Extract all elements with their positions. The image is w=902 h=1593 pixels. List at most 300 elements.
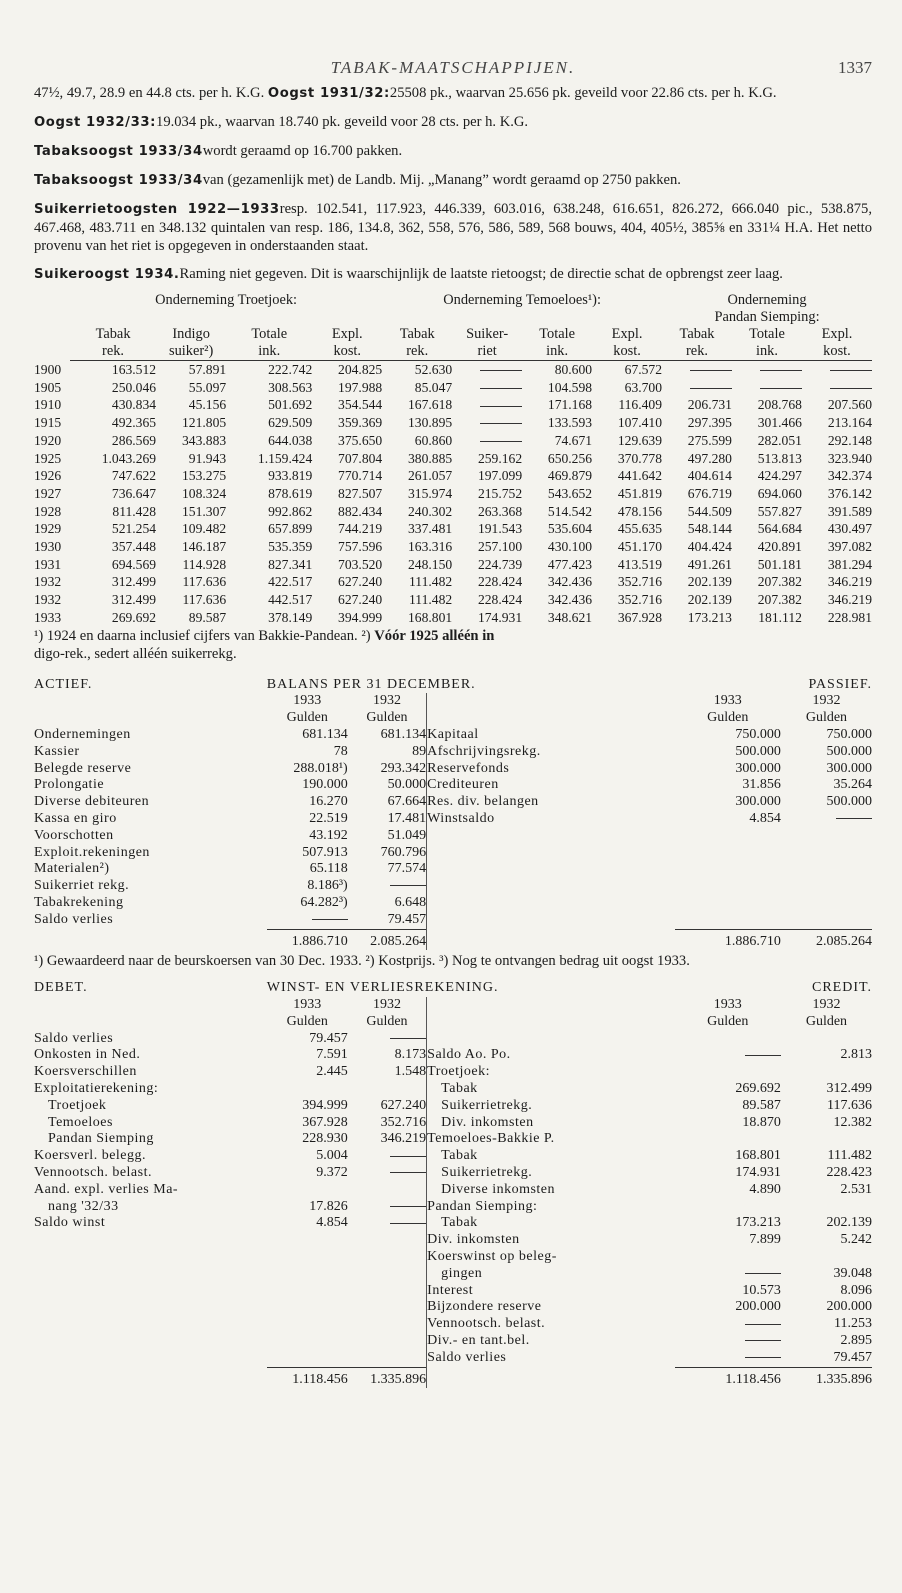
year-1933: 1933 bbox=[713, 693, 742, 709]
empty-cell bbox=[452, 361, 522, 379]
value-cell: 491.261 bbox=[687, 556, 732, 572]
year-cell: 1926 bbox=[34, 468, 62, 484]
value-cell: 404.614 bbox=[687, 468, 732, 484]
left-value: 64.282³) bbox=[300, 894, 348, 910]
right-value: 79.457 bbox=[833, 1349, 872, 1365]
right-value bbox=[781, 1249, 872, 1266]
value-cell: 259.162 bbox=[477, 450, 523, 466]
left-label: Temoeloes bbox=[48, 1114, 113, 1130]
value-cell: 129.639 bbox=[617, 432, 663, 448]
right-value: 200.000 bbox=[826, 1299, 872, 1315]
heading-run: Suikeroogst 1934. bbox=[34, 267, 180, 282]
total-1933: 1.118.456 bbox=[267, 1367, 348, 1388]
center-heading: BALANS PER 31 DECEMBER. bbox=[266, 676, 476, 692]
total-1933: 1.886.710 bbox=[267, 929, 348, 950]
table-row bbox=[34, 503, 872, 521]
year-cell: 1925 bbox=[34, 450, 62, 466]
column-header: Expl. bbox=[821, 326, 853, 342]
value-cell: 130.895 bbox=[407, 415, 453, 431]
empty-cell bbox=[802, 361, 872, 379]
right-label: Koerswinst op beleg- bbox=[427, 1249, 557, 1265]
right-value bbox=[781, 1031, 872, 1048]
value-cell: 204.825 bbox=[338, 362, 383, 377]
right-label: Winstsaldo bbox=[427, 810, 495, 826]
group-troetjoek: Onderneming Troetjoek: bbox=[155, 292, 298, 308]
right-value: 4.854 bbox=[749, 810, 781, 826]
value-cell: 261.057 bbox=[407, 468, 453, 484]
left-label: Pandan Siemping bbox=[48, 1131, 154, 1147]
column-header: Tabak bbox=[399, 326, 435, 342]
value-cell: 91.943 bbox=[188, 450, 227, 466]
value-cell: 827.507 bbox=[338, 485, 383, 501]
table-row bbox=[34, 794, 872, 811]
left-value: 67.664 bbox=[348, 794, 427, 811]
value-cell: 117.636 bbox=[182, 592, 227, 608]
balance-footnote: ¹) Gewaardeerd naar de beurskoersen van 30 Dec. 1933. ²) Kostprijs. ³) Nog te ontvangen bedrag uit oogst 1933. bbox=[34, 953, 690, 970]
right-value bbox=[675, 1249, 781, 1266]
column-header: Totale bbox=[749, 326, 785, 342]
value-cell: 548.144 bbox=[687, 521, 732, 537]
left-value: 8.173 bbox=[348, 1047, 427, 1064]
value-cell: 627.240 bbox=[338, 574, 383, 590]
value-cell: 60.860 bbox=[414, 432, 453, 448]
right-label: Div. inkomsten bbox=[427, 1232, 520, 1248]
value-cell: 442.517 bbox=[268, 592, 313, 608]
value-cell: 207.382 bbox=[757, 574, 802, 590]
left-value: 228.930 bbox=[302, 1131, 348, 1147]
value-cell: 301.466 bbox=[757, 415, 802, 431]
value-cell: 469.879 bbox=[547, 468, 593, 484]
value-cell: 286.569 bbox=[111, 432, 157, 448]
value-cell: 206.731 bbox=[687, 397, 732, 413]
value-cell: 151.307 bbox=[182, 503, 227, 519]
left-value: 16.270 bbox=[309, 794, 348, 810]
value-cell: 430.834 bbox=[111, 397, 157, 413]
value-cell: 348.621 bbox=[547, 609, 593, 625]
value-cell: 197.988 bbox=[338, 379, 383, 395]
value-cell: 736.647 bbox=[111, 485, 157, 501]
table-row bbox=[34, 1215, 872, 1232]
value-cell: 89.587 bbox=[188, 609, 227, 625]
table-row bbox=[34, 878, 872, 895]
table-row bbox=[34, 912, 872, 929]
right-label: Afschrijvingsrekg. bbox=[427, 743, 541, 759]
value-cell: 168.801 bbox=[407, 609, 453, 625]
left-value: 7.591 bbox=[316, 1047, 348, 1063]
column-subheader: kost. bbox=[312, 343, 382, 361]
table-row bbox=[34, 828, 872, 845]
right-value: 2.895 bbox=[840, 1333, 872, 1349]
table-row bbox=[34, 1232, 872, 1249]
value-cell: 312.499 bbox=[111, 574, 157, 590]
right-value: 200.000 bbox=[735, 1299, 781, 1315]
value-cell: 248.150 bbox=[407, 556, 453, 572]
left-value: 79.457 bbox=[309, 1030, 348, 1046]
value-cell: 370.778 bbox=[617, 450, 663, 466]
right-value: 5.242 bbox=[840, 1232, 872, 1248]
value-cell: 215.752 bbox=[477, 485, 523, 501]
value-cell: 357.448 bbox=[111, 539, 157, 555]
table-row bbox=[34, 1115, 872, 1132]
value-cell: 269.692 bbox=[111, 609, 157, 625]
right-value bbox=[781, 1131, 872, 1148]
value-cell: 346.219 bbox=[827, 592, 872, 608]
profit-loss-account bbox=[34, 980, 872, 1388]
value-cell: 167.618 bbox=[407, 397, 453, 413]
right-value: 31.856 bbox=[742, 777, 781, 793]
year-cell: 1930 bbox=[34, 539, 62, 555]
value-cell: 45.156 bbox=[188, 397, 227, 413]
value-cell: 213.164 bbox=[827, 415, 872, 431]
value-cell: 108.324 bbox=[182, 485, 227, 501]
left-value: 394.999 bbox=[302, 1097, 348, 1113]
value-cell: 181.112 bbox=[758, 609, 802, 625]
left-value: 5.004 bbox=[316, 1148, 348, 1164]
value-cell: 381.294 bbox=[827, 556, 872, 572]
right-label: gingen bbox=[441, 1265, 483, 1281]
column-header: Indigo bbox=[172, 326, 210, 342]
empty-cell bbox=[452, 414, 522, 432]
value-cell: 420.891 bbox=[757, 539, 802, 555]
page-number: 1337 bbox=[838, 58, 872, 77]
table-row bbox=[34, 520, 872, 538]
empty-cell bbox=[452, 432, 522, 450]
table-row bbox=[34, 556, 872, 574]
value-cell: 827.341 bbox=[268, 556, 313, 572]
year-cell: 1920 bbox=[34, 432, 62, 448]
unit: Gulden bbox=[805, 1013, 848, 1029]
left-label: Exploit.rekeningen bbox=[34, 844, 150, 860]
value-cell: 354.544 bbox=[338, 397, 383, 413]
left-value: 4.854 bbox=[316, 1215, 348, 1231]
left-value: 346.219 bbox=[348, 1131, 427, 1148]
value-cell: 352.716 bbox=[617, 574, 663, 590]
column-header: Suiker- bbox=[466, 326, 509, 342]
value-cell: 197.099 bbox=[477, 468, 523, 484]
unit: Gulden bbox=[707, 710, 749, 726]
table-row bbox=[34, 450, 872, 468]
table-row bbox=[34, 396, 872, 414]
center-heading: WINST- EN VERLIESREKENING. bbox=[266, 980, 499, 996]
left-value: 17.481 bbox=[348, 811, 427, 828]
right-value: 300.000 bbox=[826, 760, 872, 776]
right-label: Interest bbox=[427, 1282, 474, 1298]
right-value: 4.890 bbox=[749, 1181, 781, 1197]
table-row bbox=[34, 761, 872, 778]
left-value: 507.913 bbox=[302, 844, 348, 860]
text-run: 19.034 pk., waarvan 18.740 pk. geveild voor 28 cts. per h. K.G. bbox=[156, 114, 529, 130]
value-cell: 378.149 bbox=[268, 609, 313, 625]
year-cell: 1910 bbox=[34, 397, 62, 413]
value-cell: 992.862 bbox=[268, 503, 313, 519]
value-cell: 676.719 bbox=[687, 485, 732, 501]
left-value: 6.648 bbox=[348, 895, 427, 912]
left-heading: ACTIEF. bbox=[34, 676, 93, 692]
value-cell: 380.885 bbox=[407, 450, 453, 466]
right-value: 500.000 bbox=[735, 743, 781, 759]
table-row bbox=[34, 538, 872, 556]
empty-cell bbox=[348, 878, 427, 895]
table-row bbox=[34, 1333, 872, 1350]
right-label: Tabak bbox=[441, 1148, 478, 1164]
empty-cell bbox=[675, 1333, 781, 1350]
value-cell: 1.159.424 bbox=[257, 450, 313, 466]
value-cell: 703.520 bbox=[338, 556, 383, 572]
value-cell: 275.599 bbox=[687, 432, 732, 448]
table-row bbox=[34, 609, 872, 627]
right-value bbox=[675, 1131, 781, 1148]
left-label: Aand. expl. verlies Ma- bbox=[34, 1181, 179, 1197]
text-run: wordt geraamd op 16.700 pakken. bbox=[202, 143, 403, 159]
right-label: Div.- en tant.bel. bbox=[427, 1333, 530, 1349]
table-row bbox=[34, 1064, 872, 1081]
right-value: 35.264 bbox=[833, 777, 872, 793]
right-value: 174.931 bbox=[735, 1165, 781, 1181]
value-cell: 367.928 bbox=[617, 609, 663, 625]
unit: Gulden bbox=[348, 710, 427, 727]
left-value: 681.134 bbox=[302, 726, 348, 742]
left-label: Voorschotten bbox=[34, 827, 114, 843]
value-cell: 501.181 bbox=[757, 556, 802, 572]
value-cell: 224.739 bbox=[477, 556, 523, 572]
value-cell: 811.428 bbox=[112, 503, 157, 519]
year-1933: 1933 bbox=[293, 693, 322, 709]
table-row bbox=[34, 777, 872, 794]
column-header: Expl. bbox=[611, 326, 643, 342]
empty-cell bbox=[781, 811, 872, 828]
left-label: nang '32/33 bbox=[48, 1198, 119, 1214]
totals-row bbox=[34, 929, 872, 950]
table-row bbox=[34, 1299, 872, 1316]
right-label: Saldo verlies bbox=[427, 1350, 507, 1366]
value-cell: 342.374 bbox=[827, 468, 872, 484]
text-run: Raming niet gegeven. Dit is waarschijnlijk de laatste rietoogst; de directie schat de opbrengst zeer laag. bbox=[179, 266, 783, 282]
value-cell: 430.497 bbox=[827, 521, 872, 537]
value-cell: 477.423 bbox=[547, 556, 593, 572]
table-row bbox=[34, 1316, 872, 1333]
unit: Gulden bbox=[286, 1013, 328, 1029]
value-cell: 292.148 bbox=[827, 432, 872, 448]
value-cell: 535.604 bbox=[547, 521, 593, 537]
left-label: Suikerriet rekg. bbox=[34, 878, 130, 894]
left-value: 190.000 bbox=[302, 777, 348, 793]
right-value bbox=[675, 1064, 781, 1081]
right-label: Bijzondere reserve bbox=[427, 1299, 542, 1315]
left-value bbox=[348, 1081, 427, 1098]
unit: Gulden bbox=[805, 710, 848, 726]
right-value: 312.499 bbox=[826, 1081, 872, 1097]
table-row bbox=[34, 1031, 872, 1048]
value-cell: 346.219 bbox=[827, 574, 872, 590]
value-cell: 163.512 bbox=[111, 362, 157, 377]
value-cell: 163.316 bbox=[407, 539, 453, 555]
right-value: 173.213 bbox=[735, 1215, 781, 1231]
value-cell: 121.805 bbox=[182, 415, 227, 431]
table-row bbox=[34, 1249, 872, 1266]
right-label: Saldo Ao. Po. bbox=[427, 1047, 511, 1063]
value-cell: 478.156 bbox=[617, 503, 663, 519]
table-row bbox=[34, 861, 872, 878]
table-row bbox=[34, 1047, 872, 1064]
left-value: 89 bbox=[348, 744, 427, 761]
value-cell: 104.598 bbox=[547, 379, 593, 395]
column-subheader: ink. bbox=[732, 343, 802, 361]
value-cell: 297.395 bbox=[687, 415, 732, 431]
running-header bbox=[34, 0, 872, 84]
value-cell: 174.931 bbox=[477, 609, 523, 625]
table-row bbox=[34, 1199, 872, 1216]
value-cell: 441.642 bbox=[617, 468, 663, 484]
year-cell: 1928 bbox=[34, 503, 62, 519]
left-label: Tabakrekening bbox=[34, 894, 124, 910]
left-label: Koersverl. belegg. bbox=[34, 1148, 147, 1164]
empty-cell bbox=[675, 1316, 781, 1333]
column-subheader: ink. bbox=[226, 343, 312, 361]
value-cell: 208.768 bbox=[757, 397, 802, 413]
total-1933: 1.886.710 bbox=[675, 929, 781, 950]
table-row bbox=[34, 467, 872, 485]
value-cell: 308.563 bbox=[268, 379, 313, 395]
left-label: Ondernemingen bbox=[34, 726, 131, 742]
value-cell: 63.700 bbox=[624, 379, 663, 395]
value-cell: 1.043.269 bbox=[101, 450, 157, 466]
totals-row bbox=[34, 1367, 872, 1388]
table-row bbox=[34, 1131, 872, 1148]
heading-run: Oogst 1932/33: bbox=[34, 115, 157, 130]
total-1932: 1.335.896 bbox=[781, 1367, 872, 1388]
right-value: 117.636 bbox=[827, 1097, 872, 1113]
heading-run: Tabaksoogst 1933/34 bbox=[34, 173, 203, 188]
left-label: Kassa en giro bbox=[34, 810, 117, 826]
footnote-text: ¹) 1924 en daarna inclusief cijfers van Bakkie-Pandean. ²) bbox=[34, 627, 375, 644]
year-cell: 1905 bbox=[34, 379, 62, 395]
table-row bbox=[34, 591, 872, 609]
left-label: Kassier bbox=[34, 743, 80, 759]
empty-cell bbox=[348, 1199, 427, 1216]
value-cell: 191.543 bbox=[477, 521, 523, 537]
column-subheader: kost. bbox=[592, 343, 662, 361]
total-1932: 2.085.264 bbox=[781, 929, 872, 950]
text-run: van (gezamenlijk met) de Landb. Mij. „Manang” wordt geraamd op 2750 pakken. bbox=[202, 172, 681, 188]
empty-cell bbox=[662, 379, 732, 397]
table-row bbox=[34, 1081, 872, 1098]
table-row bbox=[34, 1098, 872, 1115]
value-cell: 312.499 bbox=[111, 592, 157, 608]
table-row bbox=[34, 361, 872, 379]
value-cell: 111.482 bbox=[409, 592, 453, 608]
year-cell: 1929 bbox=[34, 521, 62, 537]
left-label: Materialen²) bbox=[34, 861, 110, 877]
right-label: Diverse inkomsten bbox=[441, 1181, 556, 1197]
right-value bbox=[781, 1064, 872, 1081]
right-label: Suikerrietrekg. bbox=[441, 1165, 533, 1181]
left-label: Saldo winst bbox=[34, 1215, 106, 1231]
column-header: Totale bbox=[251, 326, 288, 342]
year-cell: 1933 bbox=[34, 609, 62, 625]
value-cell: 202.139 bbox=[687, 592, 732, 608]
value-cell: 323.940 bbox=[827, 450, 872, 466]
value-cell: 744.219 bbox=[338, 521, 383, 537]
right-label bbox=[427, 1031, 675, 1048]
value-cell: 74.671 bbox=[554, 432, 593, 448]
value-cell: 146.187 bbox=[182, 539, 227, 555]
empty-cell bbox=[675, 1350, 781, 1367]
right-value: 7.899 bbox=[749, 1232, 781, 1248]
value-cell: 422.517 bbox=[268, 574, 313, 590]
value-cell: 375.650 bbox=[338, 432, 383, 448]
year-cell: 1932 bbox=[34, 574, 62, 590]
left-label: Vennootsch. belast. bbox=[34, 1165, 152, 1181]
group-pandan: Onderneming bbox=[727, 292, 807, 308]
table-row bbox=[34, 1283, 872, 1300]
value-cell: 535.359 bbox=[268, 539, 313, 555]
left-label: Prolongatie bbox=[34, 777, 105, 793]
empty-cell bbox=[348, 1031, 427, 1048]
footnote-emphasis: Vóór 1925 alléén in bbox=[374, 627, 495, 644]
value-cell: 67.572 bbox=[624, 362, 663, 377]
balance-sheet bbox=[34, 677, 872, 951]
heading-run: Tabaksoogst 1933/34 bbox=[34, 144, 203, 159]
value-cell: 451.170 bbox=[617, 539, 663, 555]
value-cell: 117.636 bbox=[182, 574, 227, 590]
left-value: 50.000 bbox=[348, 777, 427, 794]
left-label: Exploitatierekening: bbox=[34, 1081, 159, 1097]
left-label: Belegde reserve bbox=[34, 760, 132, 776]
value-cell: 111.482 bbox=[409, 574, 453, 590]
table-row bbox=[34, 744, 872, 761]
text-run: 47½, 49.7, 28.9 en 44.8 cts. per h. K.G. bbox=[34, 85, 268, 101]
left-heading: DEBET. bbox=[34, 980, 88, 996]
empty-cell bbox=[732, 379, 802, 397]
value-cell: 492.365 bbox=[111, 415, 157, 431]
empty-cell bbox=[267, 912, 348, 929]
right-value: 300.000 bbox=[735, 760, 781, 776]
left-label: Koersverschillen bbox=[34, 1064, 137, 1080]
right-value: 11.253 bbox=[834, 1316, 872, 1332]
value-cell: 55.097 bbox=[188, 379, 227, 395]
year-cell: 1931 bbox=[34, 556, 62, 572]
value-cell: 107.410 bbox=[617, 415, 663, 431]
value-cell: 109.482 bbox=[182, 521, 227, 537]
value-cell: 513.813 bbox=[757, 450, 802, 466]
table-row bbox=[34, 1165, 872, 1182]
group-pandan-2: Pandan Siemping: bbox=[714, 309, 820, 325]
value-cell: 257.100 bbox=[477, 539, 523, 555]
year-cell: 1900 bbox=[34, 361, 62, 377]
right-value: 2.531 bbox=[840, 1181, 872, 1197]
value-cell: 657.899 bbox=[268, 521, 313, 537]
table-row bbox=[34, 432, 872, 450]
value-cell: 397.082 bbox=[827, 539, 872, 555]
year-1933: 1933 bbox=[713, 997, 742, 1013]
left-value: 65.118 bbox=[309, 861, 348, 877]
production-footnote bbox=[34, 627, 872, 663]
table-row bbox=[34, 485, 872, 503]
text-run: 25508 pk., waarvan 25.656 pk. geveild voor 22.86 cts. per h. K.G. bbox=[389, 85, 777, 101]
value-cell: 207.382 bbox=[757, 592, 802, 608]
value-cell: 57.891 bbox=[188, 362, 227, 377]
value-cell: 564.684 bbox=[757, 521, 802, 537]
unit: Gulden bbox=[348, 1014, 427, 1031]
column-subheader: riet bbox=[452, 343, 522, 361]
value-cell: 52.630 bbox=[414, 362, 453, 377]
empty-cell bbox=[675, 1047, 781, 1064]
value-cell: 114.928 bbox=[182, 556, 227, 572]
right-value: 750.000 bbox=[826, 726, 872, 742]
total-1932: 2.085.264 bbox=[348, 929, 427, 950]
table-row bbox=[34, 573, 872, 591]
value-cell: 376.142 bbox=[827, 485, 872, 501]
